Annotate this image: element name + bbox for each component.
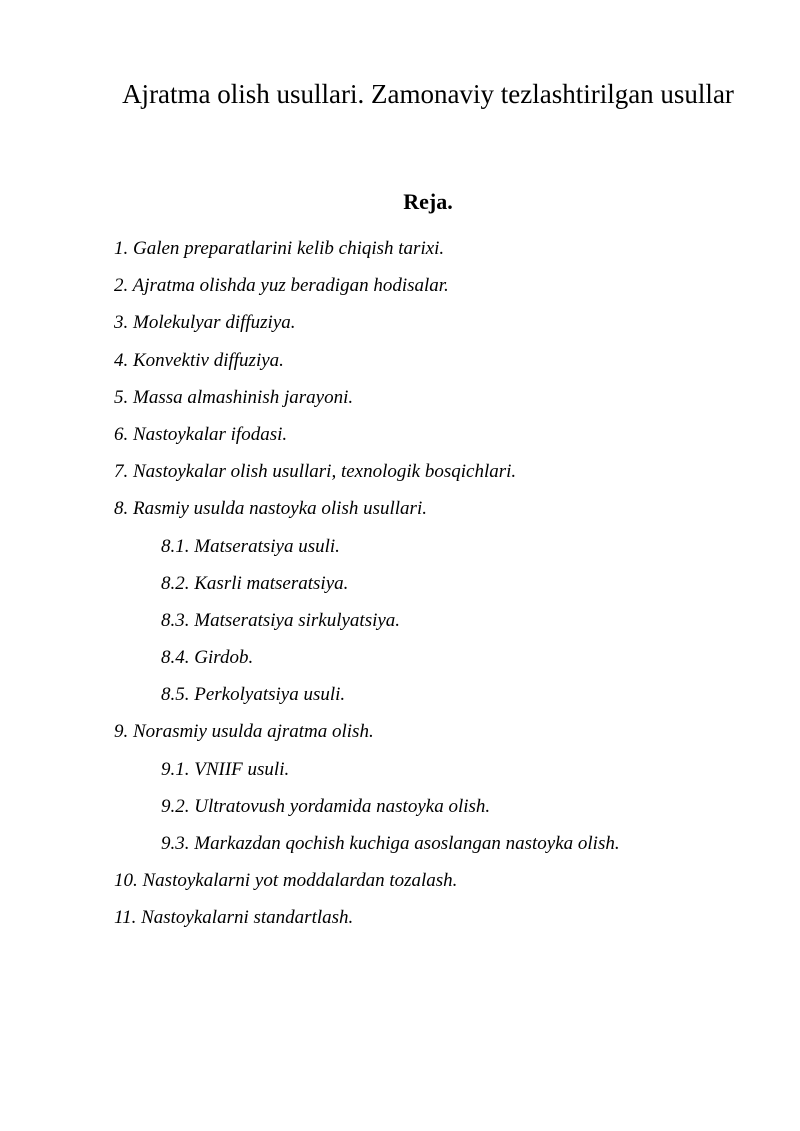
plan-subitem: 8.4. Girdob. xyxy=(161,647,254,669)
plan-item: 2. Ajratma olishda yuz beradigan hodisalar. xyxy=(114,275,449,297)
plan-item: 6. Nastoykalar ifodasi. xyxy=(114,423,288,445)
plan-item: 11. Nastoykalarni standartlash. xyxy=(114,907,354,929)
plan-list xyxy=(114,234,754,941)
plan-item: 1. Galen preparatlarini kelib chiqish tarixi. xyxy=(114,238,445,259)
plan-item: 3. Molekulyar diffuziya. xyxy=(114,312,296,334)
plan-item: 9. Norasmiy usulda ajratma olish. xyxy=(114,721,374,743)
plan-heading: Reja. xyxy=(403,189,453,214)
plan-item: 4. Konvektiv diffuziya. xyxy=(114,349,284,371)
plan-subitem: 9.1. VNIIF usuli. xyxy=(161,758,290,780)
document-title: Ajratma olish usullari. Zamonaviy tezlashtirilgan usullar xyxy=(122,79,734,109)
plan-subitem: 9.3. Markazdan qochish kuchiga asoslangan nastoyka olish. xyxy=(161,833,620,854)
plan-item: 8. Rasmiy usulda nastoyka olish usullari. xyxy=(114,498,427,520)
plan-item: 7. Nastoykalar olish usullari, texnologik bosqichlari. xyxy=(114,461,517,483)
plan-item: 10. Nastoykalarni yot moddalardan tozalash. xyxy=(114,870,458,892)
plan-item: 5. Massa almashinish jarayoni. xyxy=(114,386,354,408)
plan-subitem: 8.1. Matseratsiya usuli. xyxy=(161,535,340,557)
plan-subitem: 8.2. Kasrli matseratsiya. xyxy=(161,572,349,594)
plan-subitem: 8.3. Matseratsiya sirkulyatsiya. xyxy=(161,609,401,631)
plan-subitem: 9.2. Ultratovush yordamida nastoyka olish. xyxy=(161,795,491,817)
plan-subitem: 8.5. Perkolyatsiya usuli. xyxy=(161,684,346,706)
